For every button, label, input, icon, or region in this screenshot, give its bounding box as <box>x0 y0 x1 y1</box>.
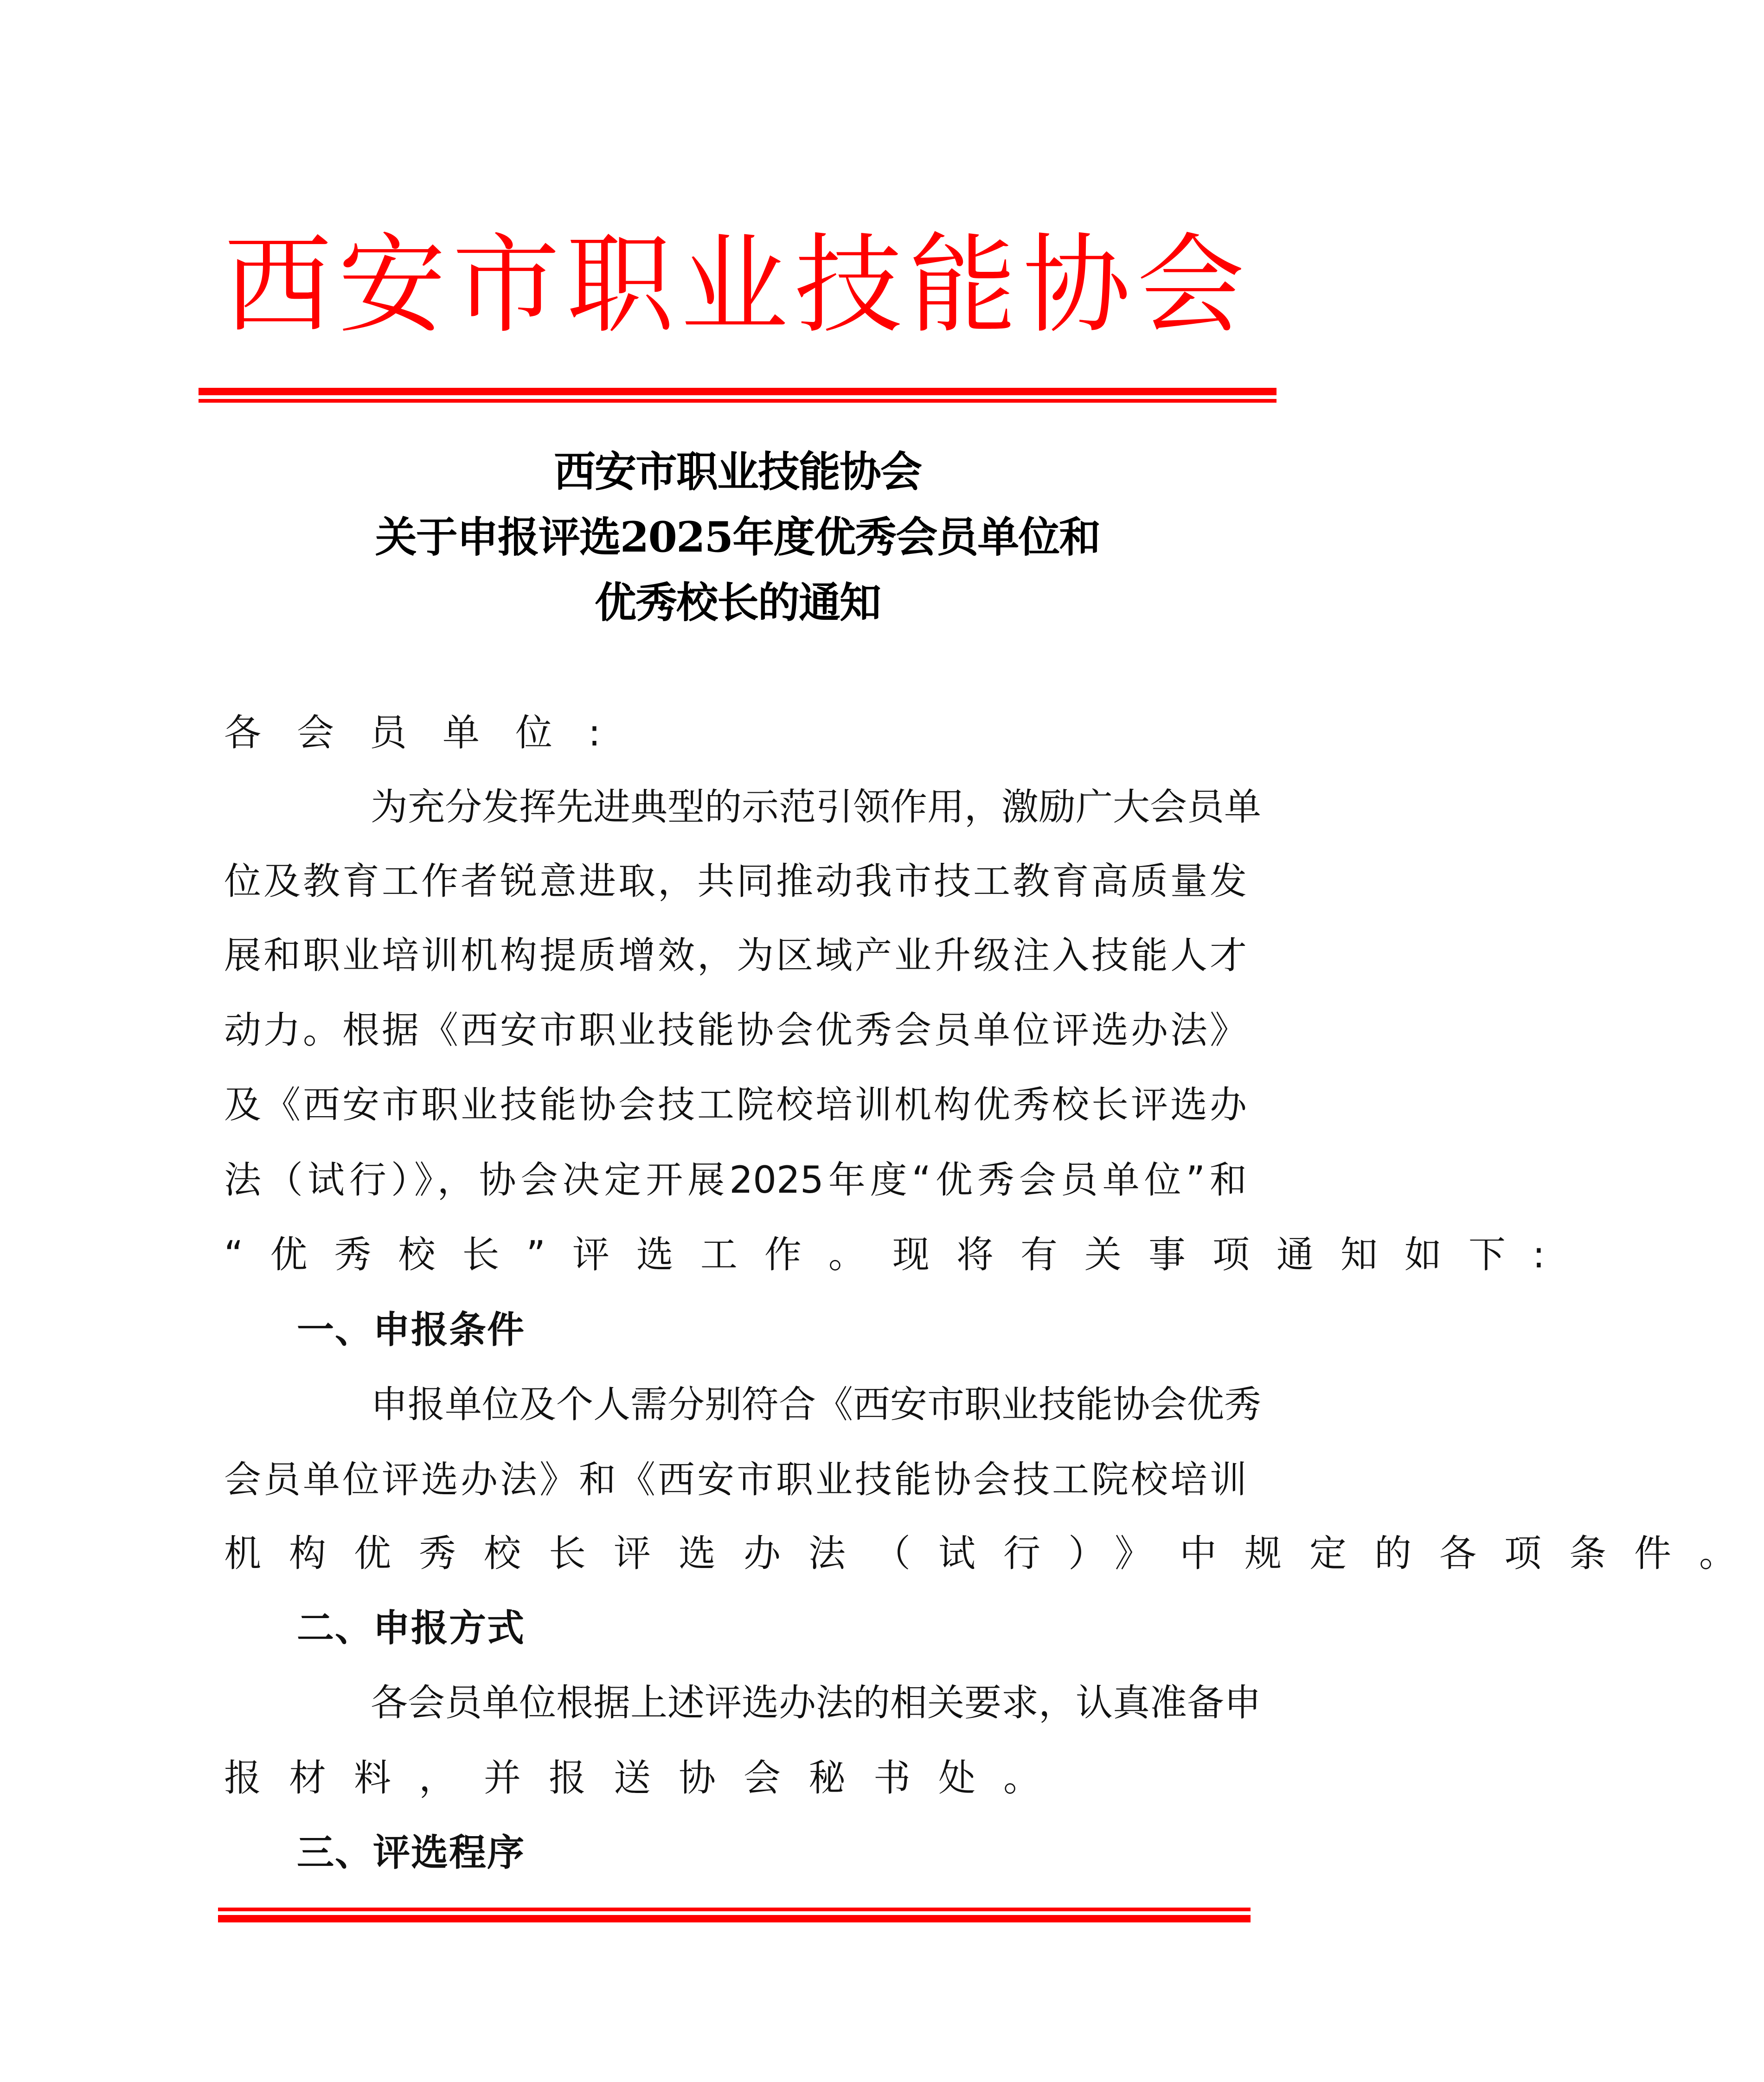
paragraph-line: 位及教育工作者锐意进取，共同推动我市技工教育高质量发 <box>224 860 1247 903</box>
document-title-line-3: 优秀校长的通知 <box>595 578 880 627</box>
salutation: 各会员单位: <box>224 711 636 754</box>
letterhead-rule-thin <box>199 399 1276 403</box>
document-title-line-1: 西安市职业技能协会 <box>554 447 921 496</box>
footer-rule-thick <box>218 1915 1251 1922</box>
section-heading-1: 一、申报条件 <box>297 1308 525 1351</box>
footer-rule-thin <box>218 1908 1251 1911</box>
section-2-line: 各会员单位根据上述评选办法的相关要求，认真准备申 <box>371 1681 1261 1724</box>
paragraph-line: 及《西安市职业技能协会技工院校培训机构优秀校长评选办 <box>224 1083 1247 1126</box>
document-title-line-2: 关于申报评选2025年度优秀会员单位和 <box>375 513 1100 562</box>
section-heading-2: 二、申报方式 <box>297 1606 525 1650</box>
paragraph-line: “优秀校长”评选工作。现将有关事项通知如下: <box>224 1233 1572 1276</box>
section-heading-3: 三、评选程序 <box>297 1831 525 1874</box>
paragraph-line: 为充分发挥先进典型的示范引领作用，激励广大会员单 <box>371 785 1261 829</box>
paragraph-line: 法（试行）》，协会决定开展2025年度“优秀会员单位”和 <box>224 1158 1247 1202</box>
letterhead-organization-name: 西安市职业技能协会 <box>224 223 1251 348</box>
section-1-line: 会员单位评选办法》和《西安市职业技能协会技工院校培训 <box>224 1458 1247 1501</box>
section-2-line: 报材料，并报送协会秘书处。 <box>224 1756 1068 1799</box>
paragraph-line: 动力。根据《西安市职业技能协会优秀会员单位评选办法》 <box>224 1009 1247 1052</box>
section-1-line: 申报单位及个人需分别符合《西安市职业技能协会优秀 <box>371 1383 1261 1426</box>
section-1-line: 机构优秀校长评选办法（试行）》中规定的各项条件。 <box>224 1532 1764 1575</box>
paragraph-line: 展和职业培训机构提质增效，为区域产业升级注入技能人才 <box>224 934 1247 977</box>
letterhead-rule-thick <box>199 388 1276 395</box>
